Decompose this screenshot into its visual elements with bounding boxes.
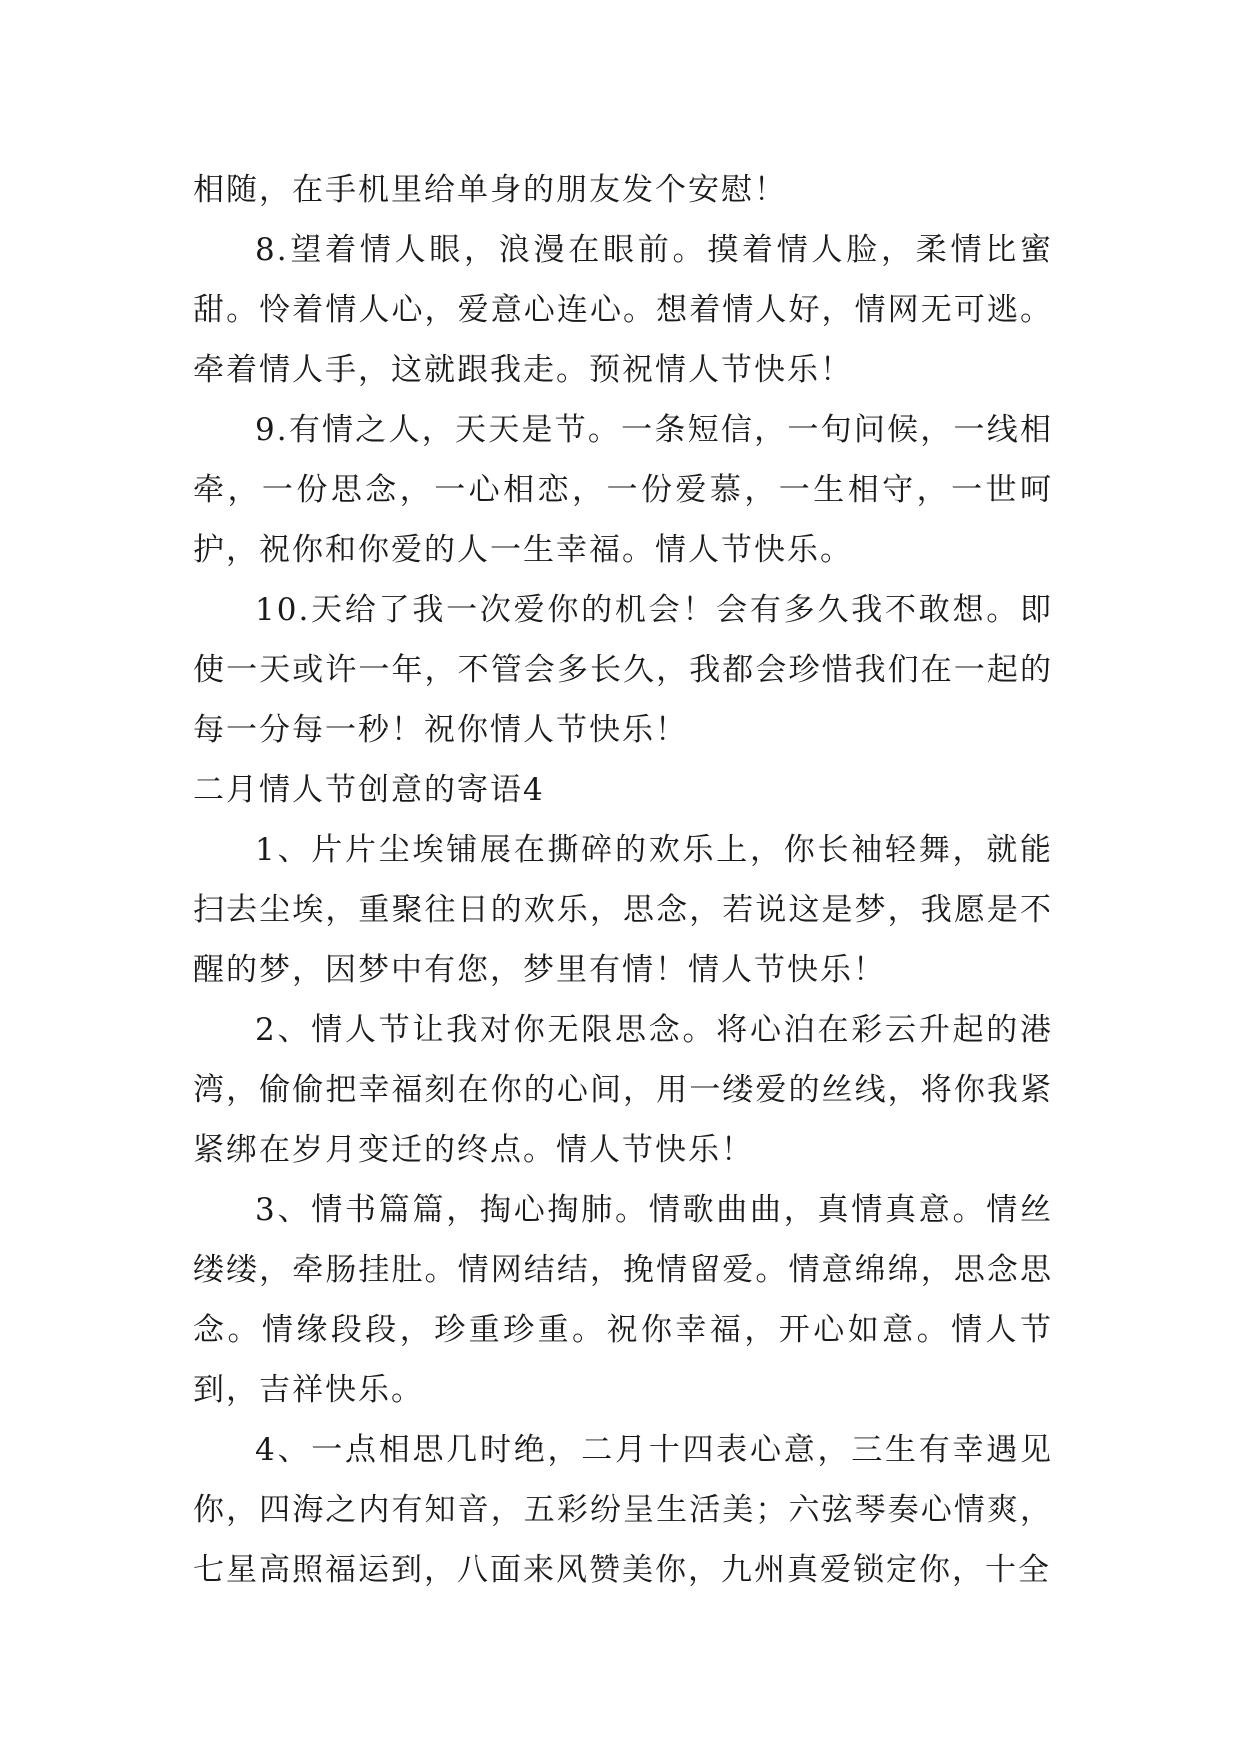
paragraph-item-4: 4、一点相思几时绝，二月十四表心意，三生有幸遇见你，四海之内有知音，五彩纷呈生活美；六弦琴奏心情爽，七星高照福运到，八面来风赞美你，九州真爱锁定你，十全 <box>193 1432 1053 1588</box>
section-heading: 二月情人节创意的寄语4 <box>193 772 545 808</box>
paragraph-item-1: 1、片片尘埃铺展在撕碎的欢乐上，你长袖轻舞，就能扫去尘埃，重聚往日的欢乐，思念，若说这是梦，我愿是不醒的梦，因梦中有您，梦里有情！情人节快乐！ <box>193 832 1053 988</box>
paragraph-continuation: 相随，在手机里给单身的朋友发个安慰！ <box>193 172 787 208</box>
paragraph-item-9: 9.有情之人，天天是节。一条短信，一句问候，一线相牵，一份思念，一心相恋，一份爱慕，一生相守，一世呵护，祝你和你爱的人一生幸福。情人节快乐。 <box>193 412 1053 568</box>
paragraph-item-3: 3、情书篇篇，掏心掏肺。情歌曲曲，真情真意。情丝缕缕，牵肠挂肚。情网结结，挽情留爱。情意绵绵，思念思念。情缘段段，珍重珍重。祝你幸福，开心如意。情人节到，吉祥快乐。 <box>193 1192 1053 1408</box>
paragraph-item-10: 10.天给了我一次爱你的机会！会有多久我不敢想。即使一天或许一年，不管会多长久，我都会珍惜我们在一起的每一分每一秒！祝你情人节快乐！ <box>193 592 1053 748</box>
paragraph-item-8: 8.望着情人眼，浪漫在眼前。摸着情人脸，柔情比蜜甜。怜着情人心，爱意心连心。想着情人好，情网无可逃。牵着情人手，这就跟我走。预祝情人节快乐！ <box>193 232 1053 388</box>
paragraph-item-2: 2、情人节让我对你无限思念。将心泊在彩云升起的港湾，偷偷把幸福刻在你的心间，用一缕爱的丝线，将你我紧紧绑在岁月变迁的终点。情人节快乐！ <box>193 1012 1053 1168</box>
document-body <box>193 160 1053 1600</box>
